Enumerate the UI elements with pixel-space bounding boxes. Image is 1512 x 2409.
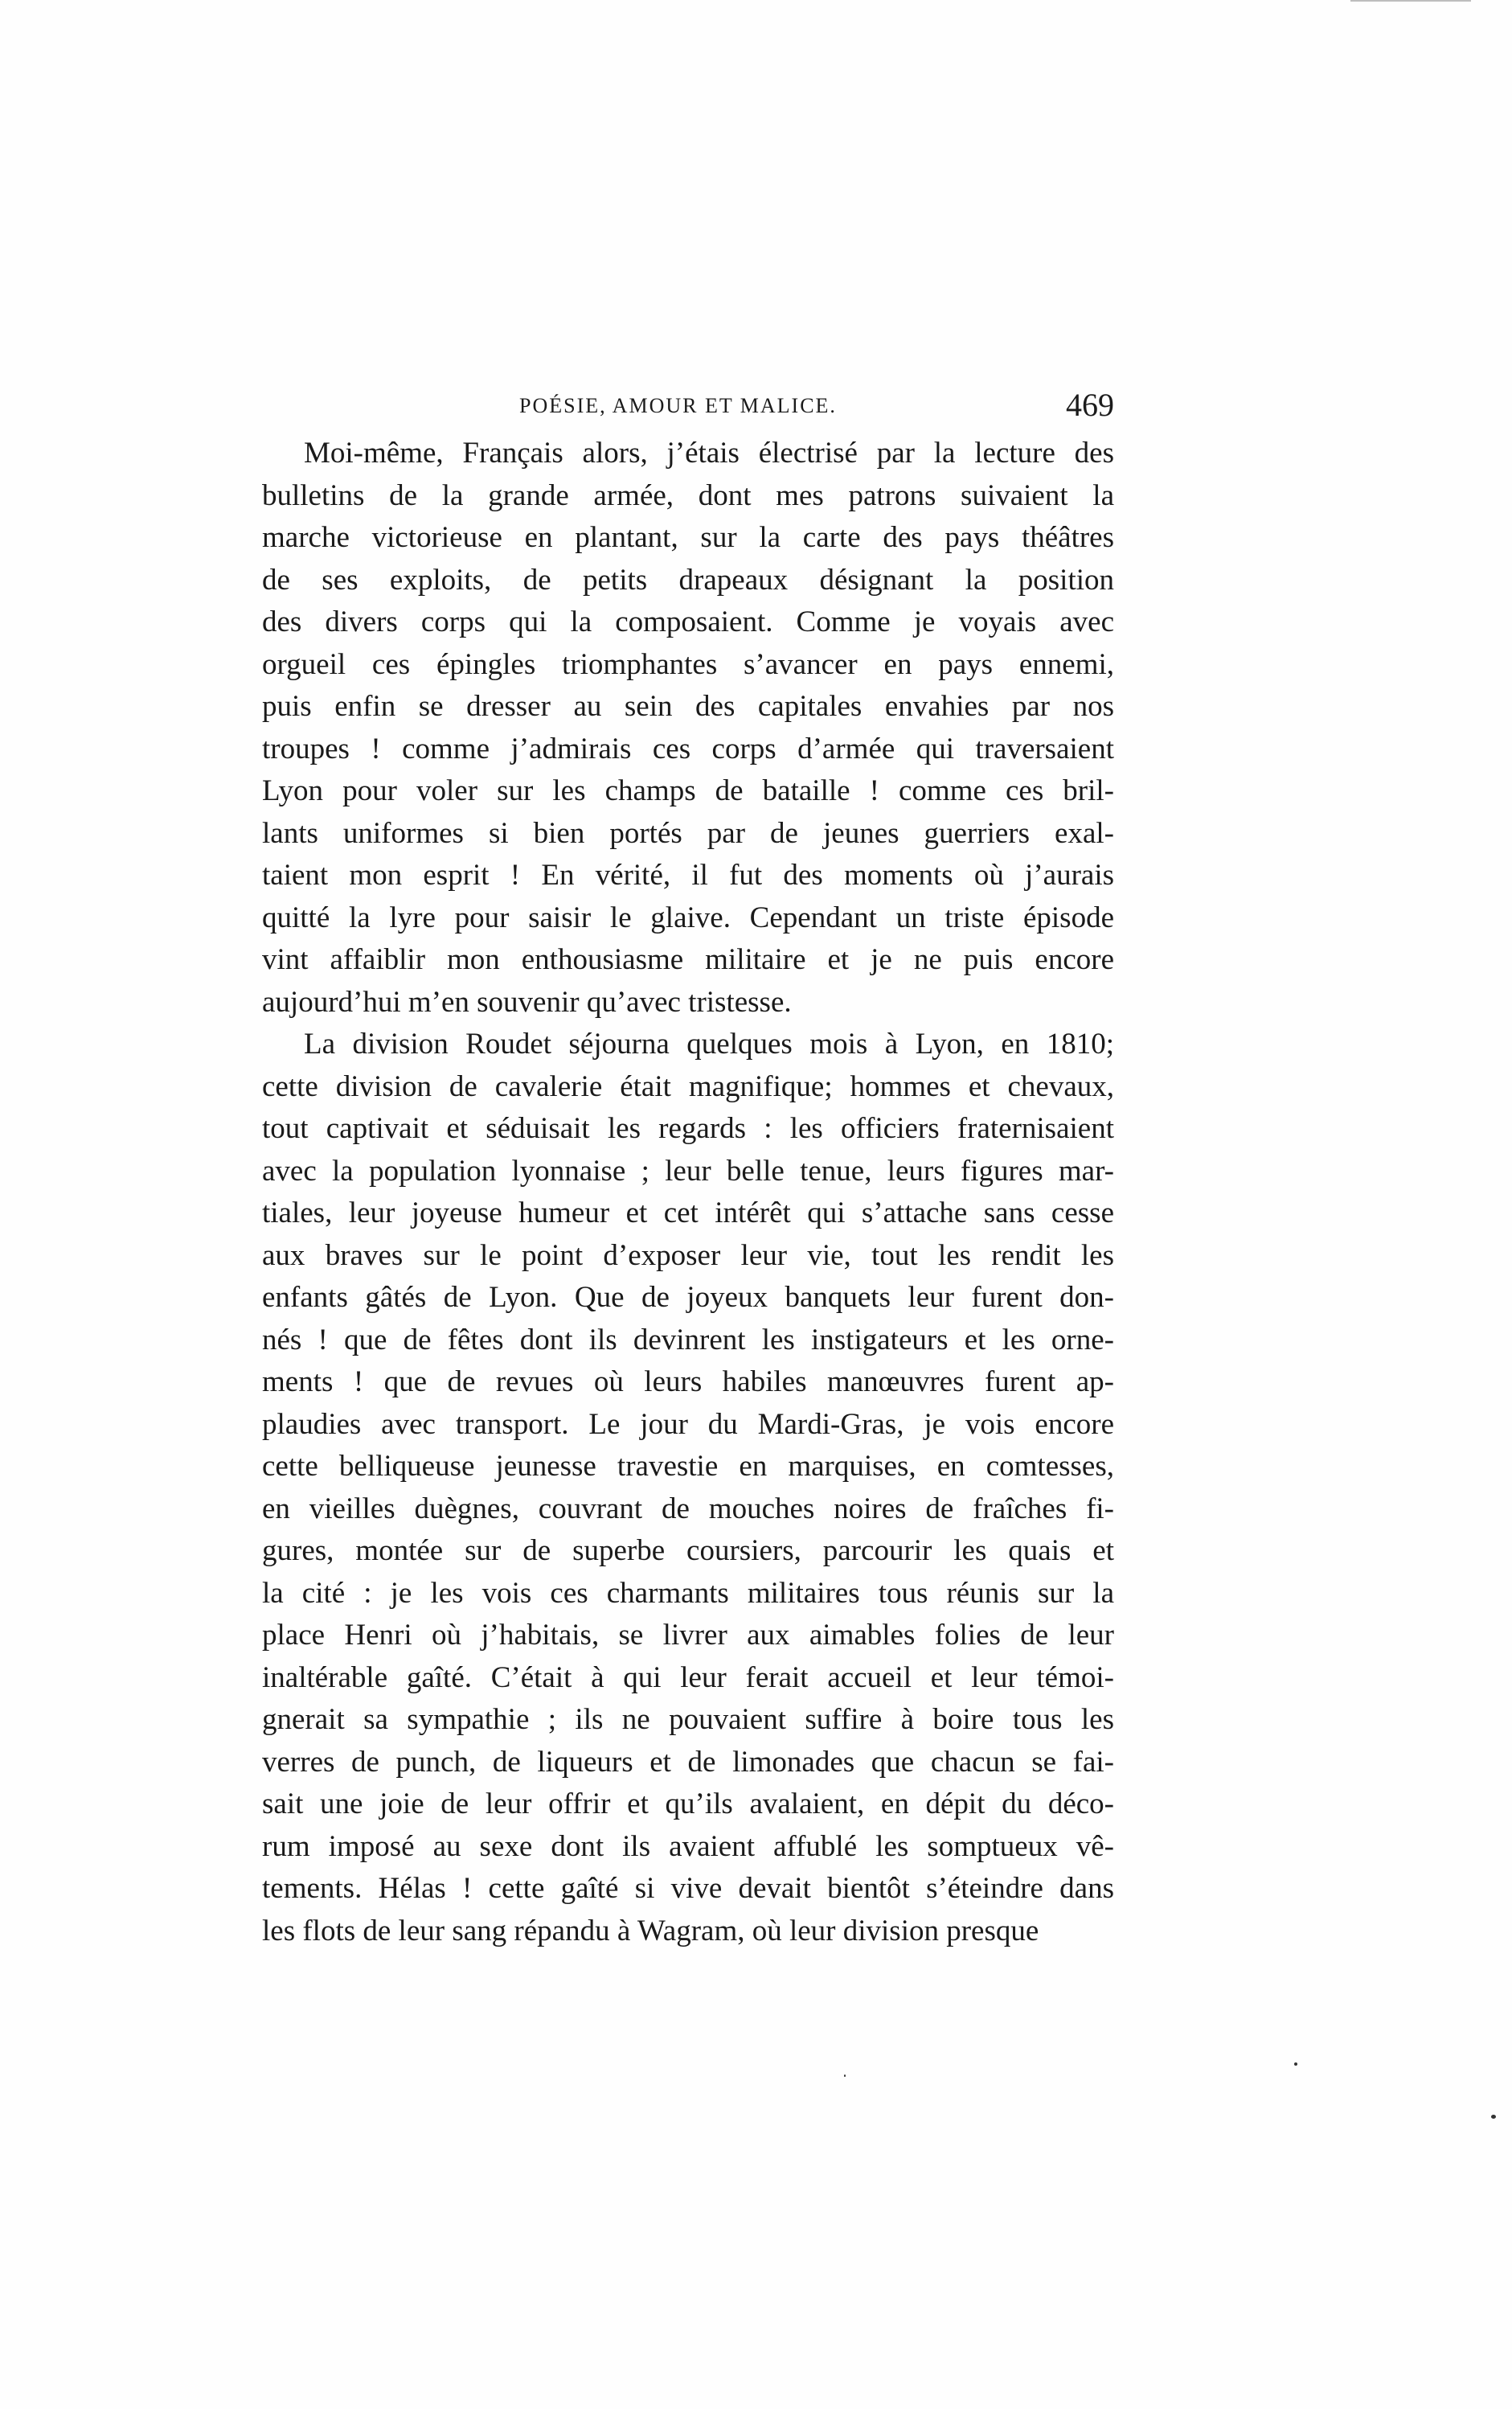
text-line: Lyon pour voler sur les champs de bataille ! comme ces bril- — [262, 774, 1114, 807]
text-line: gnerait sa sympathie ; ils ne pouvaient suffire à boire tous les — [262, 1703, 1114, 1736]
scan-speck — [1491, 2115, 1496, 2119]
text-line: avec la population lyonnaise ; leur belle tenue, leurs figures mar- — [262, 1154, 1114, 1188]
text-line: troupes ! comme j’admirais ces corps d’armée qui traversaient — [262, 732, 1114, 765]
text-line: vint affaiblir mon enthousiasme militaire et je ne puis encore — [262, 943, 1114, 976]
text-line: taient mon esprit ! En vérité, il fut des moments où j’aurais — [262, 859, 1114, 892]
page-header — [262, 386, 1114, 434]
text-line: cette belliqueuse jeunesse travestie en marquises, en comtesses, — [262, 1450, 1114, 1483]
text-line: bulletins de la grande armée, dont mes patrons suivaient la — [262, 478, 1114, 512]
scan-speck — [1350, 0, 1471, 2]
text-line: rum imposé au sexe dont ils avaient affublé les somptueux vê- — [262, 1829, 1114, 1863]
text-line: tements. Hélas ! cette gaîté si vive devait bientôt s’éteindre dans — [262, 1872, 1114, 1905]
text-line: enfants gâtés de Lyon. Que de joyeux banquets leur furent don- — [262, 1281, 1114, 1314]
text-line: puis enfin se dresser au sein des capitales envahies par nos — [262, 690, 1114, 723]
text-line: de ses exploits, de petits drapeaux désignant la position — [262, 563, 1114, 597]
text-line: marche victorieuse en plantant, sur la carte des pays théâtres — [262, 521, 1114, 554]
text-line: inaltérable gaîté. C’était à qui leur ferait accueil et leur témoi- — [262, 1660, 1114, 1694]
text-line: gures, montée sur de superbe coursiers, parcourir les quais et — [262, 1534, 1114, 1567]
text-line: sait une joie de leur offrir et qu’ils avalaient, en dépit du déco- — [262, 1787, 1114, 1820]
text-line: en vieilles duègnes, couvrant de mouches noires de fraîches fi- — [262, 1492, 1114, 1525]
paragraph — [262, 433, 1114, 1024]
text-line: plaudies avec transport. Le jour du Mardi-Gras, je vois encore — [262, 1407, 1114, 1441]
paragraph — [262, 1024, 1114, 1952]
text-line: tiales, leur joyeuse humeur et cet intérêt qui s’attache sans cesse — [262, 1196, 1114, 1229]
page-number: 469 — [1066, 387, 1114, 423]
scan-speck — [844, 2075, 846, 2077]
text-line: orgueil ces épingles triomphantes s’avancer en pays ennemi, — [262, 647, 1114, 681]
text-line: quitté la lyre pour saisir le glaive. Cependant un triste épisode — [262, 901, 1114, 934]
text-line: place Henri où j’habitais, se livrer aux aimables folies de leur — [262, 1619, 1114, 1652]
text-line: les flots de leur sang répandu à Wagram, où leur division presque — [262, 1914, 1039, 1947]
text-line: La division Roudet séjourna quelques mois à Lyon, en 1810; — [304, 1028, 1114, 1061]
scan-speck — [1294, 2062, 1297, 2066]
text-line: la cité : je les vois ces charmants militaires tous réunis sur la — [262, 1576, 1114, 1610]
text-line: aujourd’hui m’en souvenir qu’avec tristesse. — [262, 985, 792, 1019]
text-line: tout captivait et séduisait les regards : les officiers fraternisaient — [262, 1112, 1114, 1145]
running-title: POÉSIE, AMOUR ET MALICE. — [519, 394, 837, 417]
text-line: nés ! que de fêtes dont ils devinrent les instigateurs et les orne- — [262, 1323, 1114, 1356]
body-text — [262, 433, 1114, 1952]
text-line: aux braves sur le point d’exposer leur vie, tout les rendit les — [262, 1238, 1114, 1272]
text-line: ments ! que de revues où leurs habiles manœuvres furent ap- — [262, 1365, 1114, 1398]
text-line: des divers corps qui la composaient. Comme je voyais avec — [262, 605, 1114, 638]
text-line: verres de punch, de liqueurs et de limonades que chacun se fai- — [262, 1745, 1114, 1779]
text-line: Moi-même, Français alors, j’étais électrisé par la lecture des — [304, 437, 1114, 470]
text-line: lants uniformes si bien portés par de jeunes guerriers exal- — [262, 816, 1114, 850]
text-line: cette division de cavalerie était magnifique; hommes et chevaux, — [262, 1069, 1114, 1103]
